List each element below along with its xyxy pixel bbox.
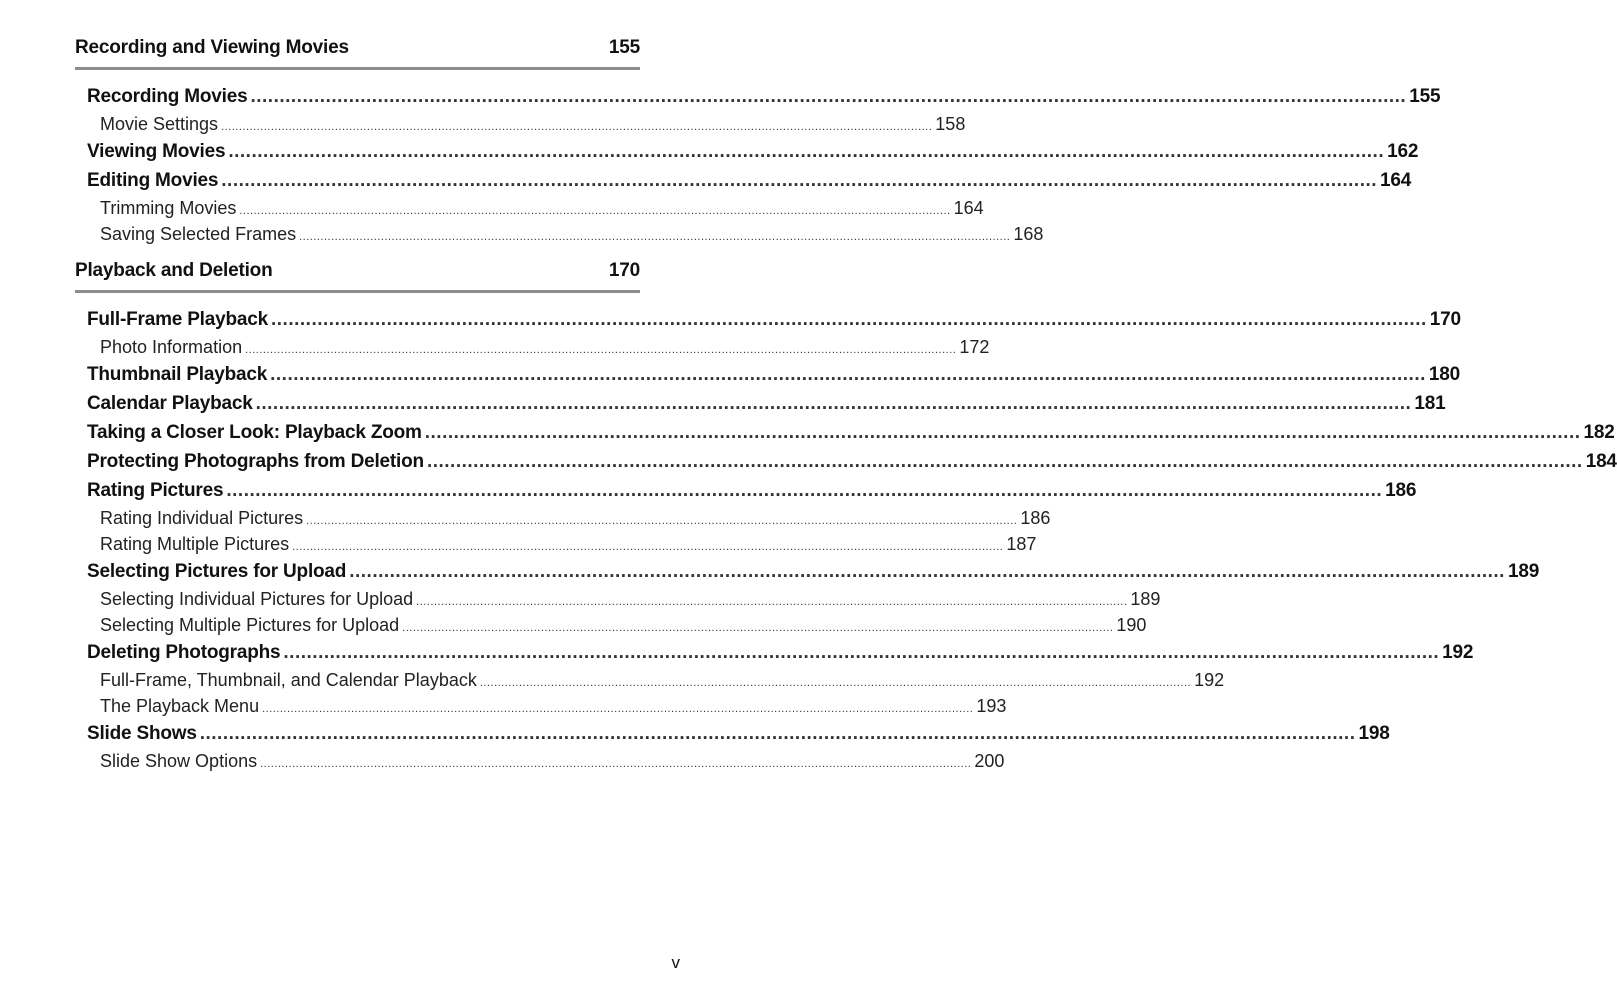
toc-entry[interactable] xyxy=(87,557,1540,586)
toc-entry-title: Full-Frame Playback xyxy=(87,309,268,330)
toc-entry-title: Selecting Multiple Pictures for Upload xyxy=(100,615,400,635)
toc-entry-title: Recording Movies xyxy=(87,86,248,107)
toc-entry-page: 172 xyxy=(959,337,990,357)
toc-entry[interactable] xyxy=(87,389,1446,418)
dot-leader: ........................................................................................................................................................................................................ xyxy=(221,121,933,133)
toc-entry[interactable] xyxy=(87,82,1441,111)
toc-entry[interactable] xyxy=(87,305,1461,334)
toc-list xyxy=(75,305,1617,774)
toc-entry-page: 189 xyxy=(1130,589,1161,609)
toc-entry-page: 180 xyxy=(1428,364,1460,385)
toc-entry-title: Taking a Closer Look: Playback Zoom xyxy=(87,422,422,443)
dot-leader: ........................................................................................................................................................................................................ xyxy=(271,309,1427,330)
section-heading[interactable] xyxy=(75,36,640,70)
dot-leader: ........................................................................................................................................................................................................ xyxy=(245,344,957,356)
toc-entry-page: 200 xyxy=(974,751,1005,771)
dot-leader: ........................................................................................................................................................................................................ xyxy=(416,596,1128,608)
toc-subentry[interactable] xyxy=(87,111,966,137)
dot-leader: ........................................................................................................................................................................................................ xyxy=(426,451,1583,472)
toc-subentry[interactable] xyxy=(87,221,1044,247)
dot-leader: ........................................................................................................................................................................................................ xyxy=(292,541,1004,553)
toc-entry-page: 162 xyxy=(1387,141,1419,162)
toc-entry-title: Slide Show Options xyxy=(100,751,258,771)
toc-entry[interactable] xyxy=(87,719,1390,748)
toc-entry-title: Viewing Movies xyxy=(87,141,226,162)
dot-leader: ........................................................................................................................................................................................................ xyxy=(424,422,1581,443)
toc-entry-page: 158 xyxy=(935,114,966,134)
toc-entry-title: Deleting Photographs xyxy=(87,642,281,663)
dot-leader: ........................................................................................................................................................................................................ xyxy=(260,758,972,770)
toc-entry-page: 168 xyxy=(1013,224,1044,244)
toc-entry-title: Rating Individual Pictures xyxy=(100,508,304,528)
dot-leader: ........................................................................................................................................................................................................ xyxy=(199,723,1356,744)
dot-leader: ........................................................................................................................................................................................................ xyxy=(270,364,1426,385)
toc-entry[interactable] xyxy=(87,360,1460,389)
dot-leader: ........................................................................................................................................................................................................ xyxy=(250,86,1407,107)
toc-section xyxy=(75,36,1441,247)
toc-entry-title: Slide Shows xyxy=(87,723,197,744)
toc-entry-page: 170 xyxy=(1429,309,1461,330)
toc-entry-title: The Playback Menu xyxy=(100,696,260,716)
toc-entry[interactable] xyxy=(87,137,1419,166)
toc-entry-page: 187 xyxy=(1006,534,1037,554)
toc-entry-page: 193 xyxy=(976,696,1007,716)
toc-entry-title: Selecting Pictures for Upload xyxy=(87,561,347,582)
toc-subentry[interactable] xyxy=(87,334,990,360)
dot-leader: ........................................................................................................................................................................................................ xyxy=(221,170,1378,191)
dot-leader: ........................................................................................................................................................................................................ xyxy=(283,642,1440,663)
section-page-number: 155 xyxy=(608,37,640,58)
toc-entry-page: 164 xyxy=(1380,170,1412,191)
dot-leader: ........................................................................................................................................................................................................ xyxy=(299,231,1011,243)
dot-leader: ........................................................................................................................................................................................................ xyxy=(402,622,1114,634)
toc-subentry[interactable] xyxy=(87,693,1007,719)
toc-entry-page: 186 xyxy=(1385,480,1417,501)
dot-leader: ........................................................................................................................................................................................................ xyxy=(228,141,1385,162)
toc-entry-page: 182 xyxy=(1583,422,1615,443)
toc-entry-page: 184 xyxy=(1585,451,1617,472)
toc-entry-page: 155 xyxy=(1409,86,1441,107)
toc-entry-title: Saving Selected Frames xyxy=(100,224,297,244)
section-heading[interactable] xyxy=(75,259,640,293)
section-page-number: 170 xyxy=(608,260,640,281)
toc-entry-page: 190 xyxy=(1116,615,1147,635)
toc-entry-title: Protecting Photographs from Deletion xyxy=(87,451,424,472)
toc-entry-page: 192 xyxy=(1194,670,1225,690)
toc-entry-page: 164 xyxy=(953,198,984,218)
dot-leader: ........................................................................................................................................................................................................ xyxy=(479,677,1192,689)
dot-leader: ........................................................................................................................................................................................................ xyxy=(349,561,1505,582)
toc-entry[interactable] xyxy=(87,638,1474,667)
toc-entry[interactable] xyxy=(87,166,1412,195)
toc-entry-title: Rating Multiple Pictures xyxy=(100,534,290,554)
toc-entry-title: Rating Pictures xyxy=(87,480,224,501)
toc-entry-page: 189 xyxy=(1507,561,1540,582)
toc-entry-title: Trimming Movies xyxy=(100,198,237,218)
toc-entry-title: Selecting Individual Pictures for Upload xyxy=(100,589,414,609)
toc-subentry[interactable] xyxy=(87,505,1051,531)
toc-subentry[interactable] xyxy=(87,612,1147,638)
toc-entry-title: Thumbnail Playback xyxy=(87,364,268,385)
toc-entry-title: Full-Frame, Thumbnail, and Calendar Playback xyxy=(100,670,477,690)
table-of-contents xyxy=(75,36,1617,786)
toc-subentry[interactable] xyxy=(87,667,1225,693)
toc-entry[interactable] xyxy=(87,447,1617,476)
toc-entry-page: 186 xyxy=(1020,508,1051,528)
section-title: Recording and Viewing Movies xyxy=(75,37,349,58)
toc-entry-page: 192 xyxy=(1442,642,1474,663)
toc-entry[interactable] xyxy=(87,418,1615,447)
toc-section xyxy=(75,259,1617,774)
toc-entry-title: Editing Movies xyxy=(87,170,219,191)
dot-leader: ........................................................................................................................................................................................................ xyxy=(262,703,974,715)
toc-list xyxy=(75,82,1441,247)
toc-subentry[interactable] xyxy=(87,531,1037,557)
toc-entry-title: Calendar Playback xyxy=(87,393,253,414)
toc-entry-page: 198 xyxy=(1358,723,1390,744)
toc-entry-title: Photo Information xyxy=(100,337,243,357)
toc-subentry[interactable] xyxy=(87,195,984,221)
toc-subentry[interactable] xyxy=(87,748,1005,774)
section-title: Playback and Deletion xyxy=(75,260,273,281)
page-number: v xyxy=(671,953,680,972)
toc-entry-title: Movie Settings xyxy=(100,114,219,134)
dot-leader: ........................................................................................................................................................................................................ xyxy=(226,480,1383,501)
dot-leader: ........................................................................................................................................................................................................ xyxy=(239,205,951,217)
dot-leader: ........................................................................................................................................................................................................ xyxy=(306,515,1018,527)
toc-subentry[interactable] xyxy=(87,586,1161,612)
dot-leader: ........................................................................................................................................................................................................ xyxy=(255,393,1412,414)
toc-entry[interactable] xyxy=(87,476,1417,505)
toc-entry-page: 181 xyxy=(1414,393,1446,414)
